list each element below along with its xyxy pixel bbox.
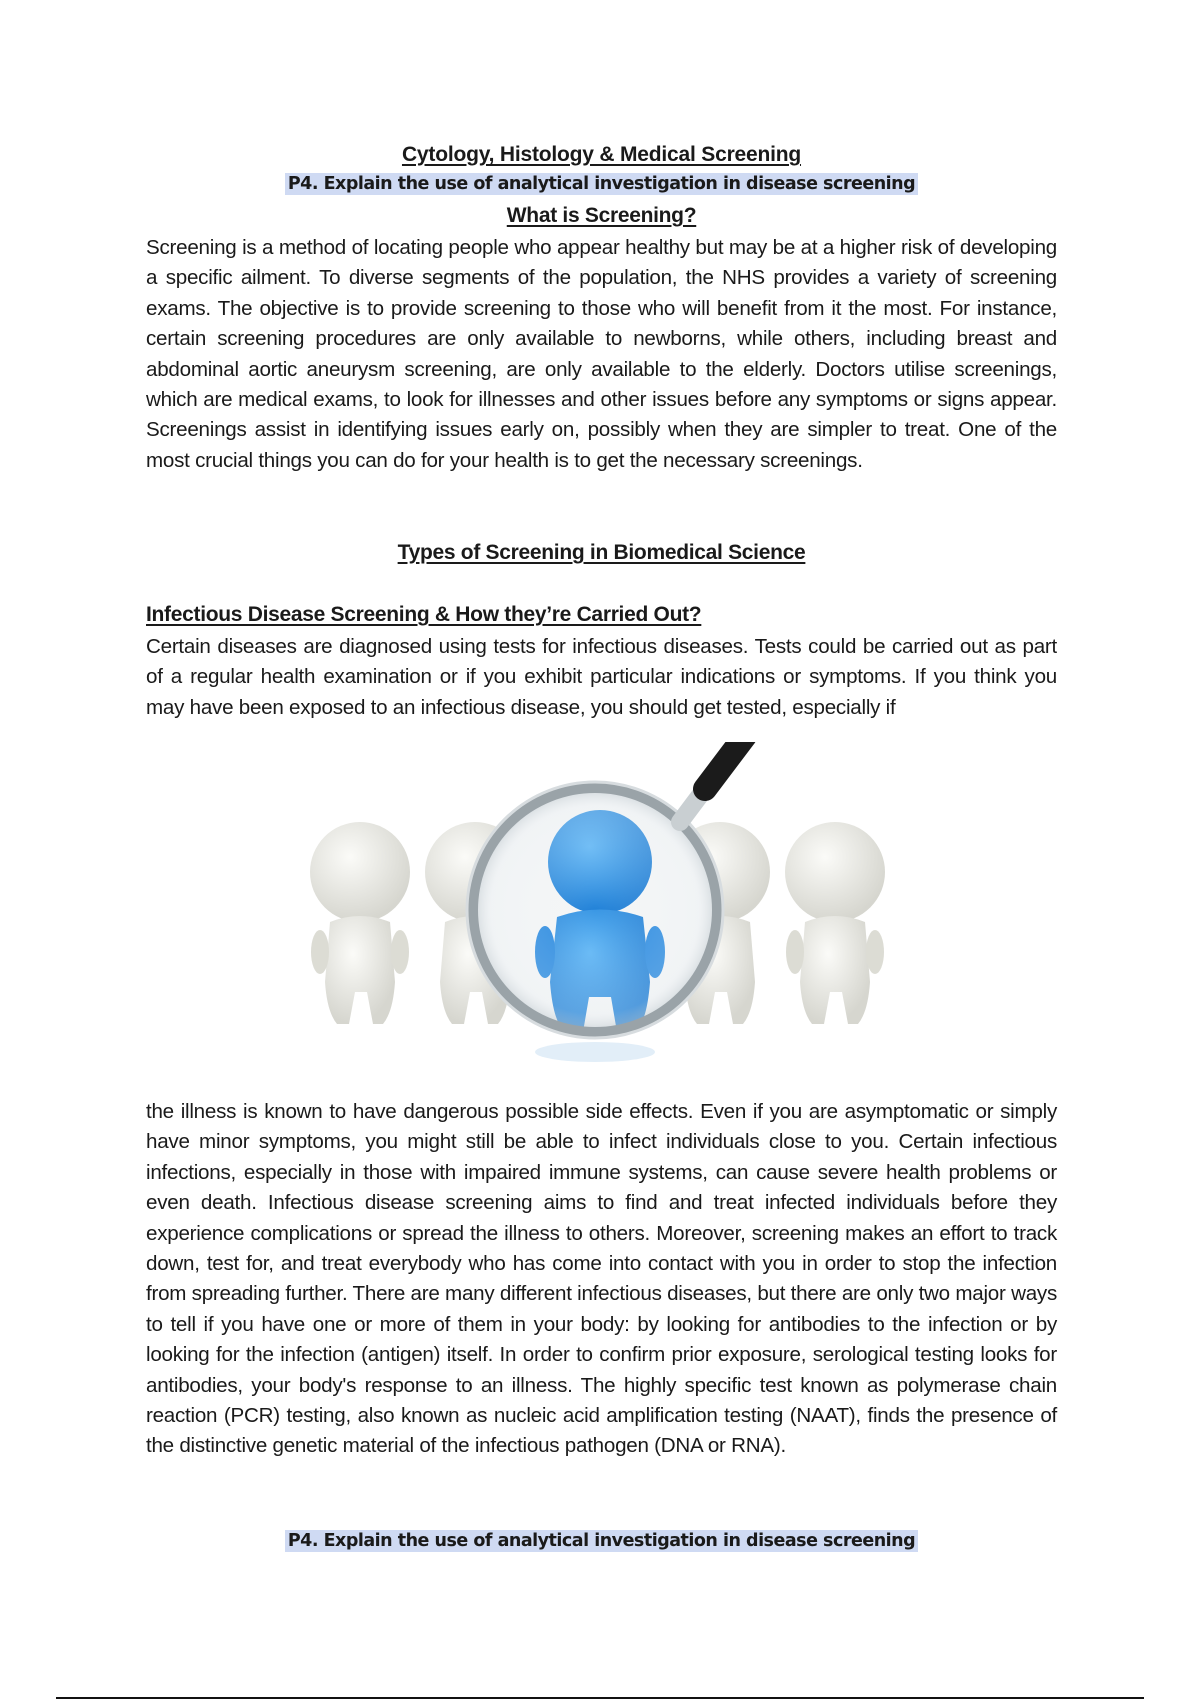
document-title: Cytology, Histology & Medical Screening [401,143,802,166]
task-heading [146,173,1057,195]
section-heading-what-is-screening: What is Screening? [506,204,697,227]
task-heading-highlight: P4. Explain the use of analytical investigation in disease screening [285,173,918,195]
magnifier-handle [680,742,745,822]
subheading-infectious-disease: Infectious Disease Screening & How they’re Carried Out? [146,603,702,626]
infectious-paragraph-part1: Certain diseases are diagnosed using tests for infectious diseases. Tests could be carried out as part of a regular health examination or if you exhibit particular indications or symptoms. If you think you may have been exposed to an infectious disease, you should get tested, especially if [146,635,1057,719]
person-figure [310,822,410,1024]
section-heading-types: Types of Screening in Biomedical Science [397,541,806,564]
footer-task-heading [146,1530,1057,1552]
page-bottom-rule [56,1697,1144,1699]
screening-illustration [295,742,905,1082]
infectious-paragraph-part2: the illness is known to have dangerous possible side effects. Even if you are asymptomatic or simply have minor symptoms, you might still be able to infect individuals close to you. Certain infectious infections, especially in those with impaired immune systems, can cause severe health problems or even death. Infectious disease screening aims to find and treat infected individuals before they experience complications or spread the illness to others. Moreover, screening makes an effort to track down, test for, and treat everybody who has come into contact with you in order to stop the infection from spreading further. There are many different infectious diseases, but there are only two major ways to tell if you have one or more of them in your body: by looking for antibodies to the infection or by looking for the infection (antigen) itself. In order to confirm prior exposure, serological testing looks for antibodies, your body's response to an illness. The highly specific test known as polymerase chain reaction (PCR) testing, also known as nucleic acid amplification testing (NAAT), finds the presence of the distinctive genetic material of the infectious pathogen (DNA or RNA). [146,1100,1057,1458]
person-figure [785,822,885,1024]
footer-task-highlight: P4. Explain the use of analytical investigation in disease screening [285,1530,918,1552]
screening-paragraph: Screening is a method of locating people who appear healthy but may be at a higher risk of developing a specific ailment. To diverse segments of the population, the NHS provides a variety of screening exams. The objective is to provide screening to those who will benefit from it the most. For instance, certain screening procedures are only available to newborns, while others, including breast and abdominal aortic aneurysm screening, are only available to the elderly. Doctors utilise screenings, which are medical exams, to look for illnesses and other issues before any symptoms or signs appear. Screenings assist in identifying issues early on, possibly when they are simpler to treat. One of the most crucial things you can do for your health is to get the necessary screenings. [146,236,1057,472]
